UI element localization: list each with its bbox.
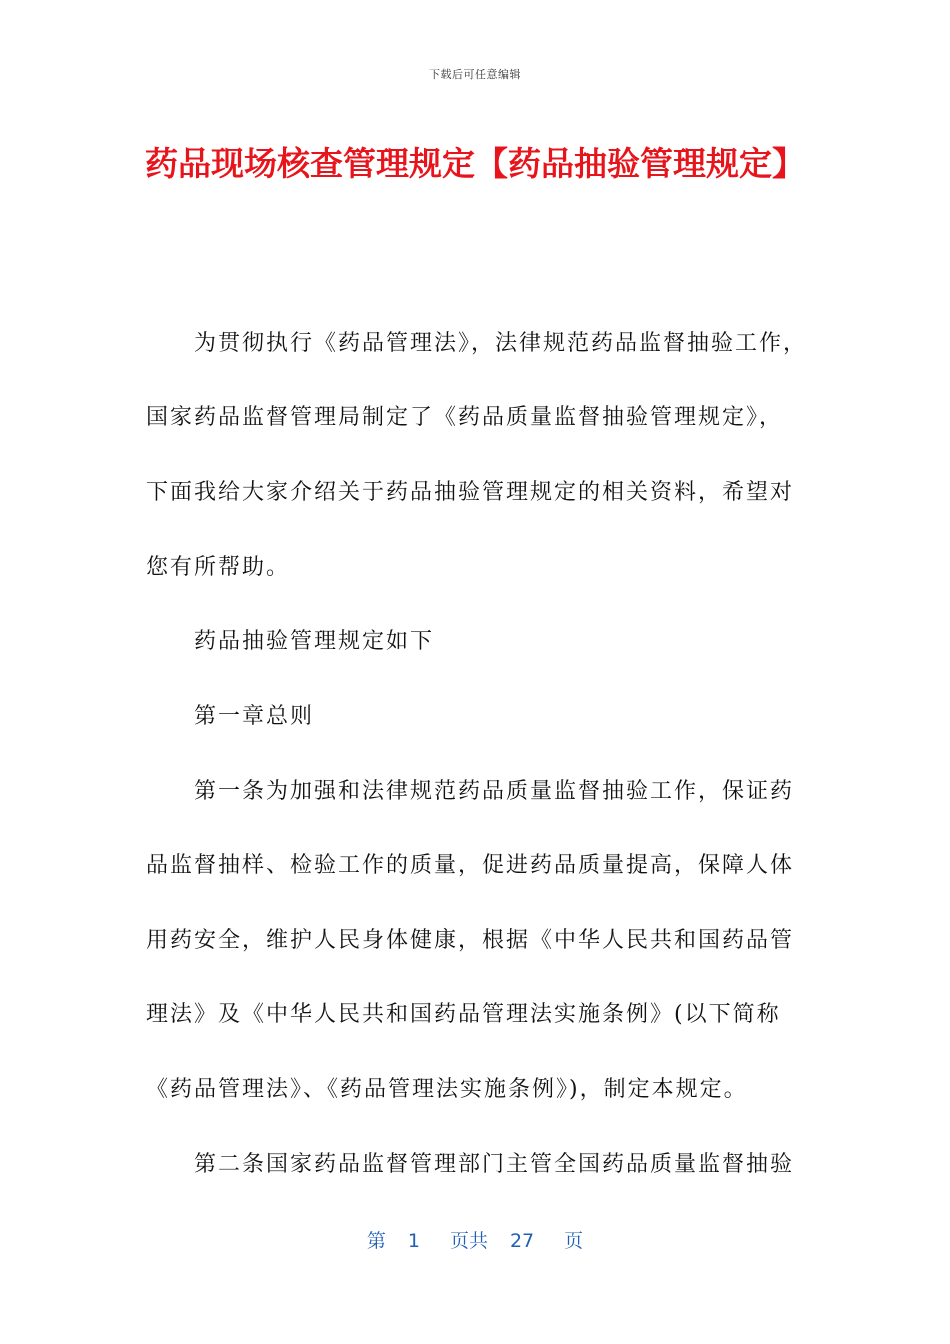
paragraph-line: 第二条国家药品监督管理部门主管全国药品质量监督抽验	[194, 1152, 795, 1177]
paragraph-line: 《药品管理法》、《药品管理法实施条例》)，制定本规定。	[146, 1077, 748, 1102]
paragraph-line: 您有所帮助。	[146, 555, 291, 580]
paragraph-line: 第一条为加强和法律规范药品质量监督抽验工作，保证药	[194, 779, 795, 804]
paragraph-line: 下面我给大家介绍关于药品抽验管理规定的相关资料，希望对	[146, 480, 795, 505]
footer-middle: 页共	[449, 1230, 488, 1252]
footer-current-page: 1	[407, 1230, 420, 1252]
footer-prefix: 第	[366, 1230, 386, 1252]
paragraph-line: 品监督抽样、检验工作的质量，促进药品质量提高，保障人体	[146, 853, 795, 878]
paragraph-line: 理法》及《中华人民共和国药品管理法实施条例》(以下简称	[146, 1002, 781, 1027]
paragraph-line: 用药安全，维护人民身体健康，根据《中华人民共和国药品管	[146, 928, 795, 953]
footer-suffix: 页	[564, 1230, 584, 1252]
paragraph-line: 国家药品监督管理局制定了《药品质量监督抽验管理规定》，	[146, 405, 784, 430]
section-intro: 药品抽验管理规定如下	[194, 629, 435, 654]
page-header-note: 下载后可任意编辑	[429, 68, 521, 81]
chapter-heading: 第一章总则	[194, 704, 315, 729]
page-footer	[0, 1226, 950, 1253]
document-title: 药品现场核查管理规定【药品抽验管理规定】	[145, 144, 805, 183]
paragraph-line: 为贯彻执行《药品管理法》，法律规范药品监督抽验工作，	[194, 331, 808, 356]
footer-total-pages: 27	[509, 1230, 535, 1252]
